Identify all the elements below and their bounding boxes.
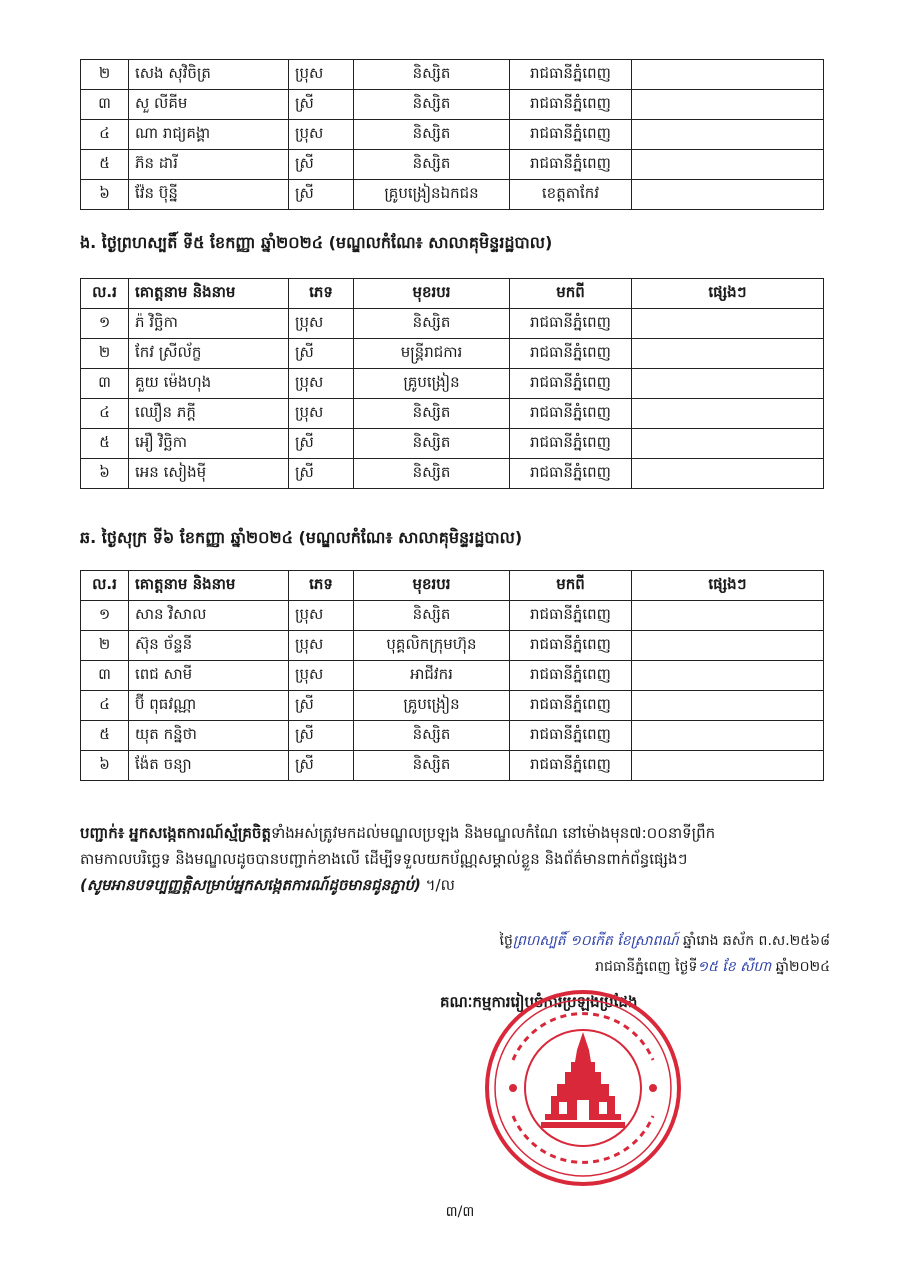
row-number: ២ bbox=[81, 339, 129, 369]
table-body bbox=[81, 309, 824, 489]
row-number: ៣ bbox=[81, 369, 129, 399]
row-number: ៥ bbox=[81, 150, 129, 180]
row-from: រាជធានីភ្នំពេញ bbox=[510, 691, 632, 721]
row-other bbox=[632, 751, 824, 781]
row-sex: ប្រុស bbox=[289, 60, 354, 90]
row-number: ៤ bbox=[81, 691, 129, 721]
row-name: យុត កន្និថា bbox=[129, 721, 289, 751]
row-occupation: និស្សិត bbox=[354, 429, 510, 459]
note-line-3 bbox=[80, 872, 825, 898]
row-number: ១ bbox=[81, 309, 129, 339]
header-occupation: មុខរបរ bbox=[354, 571, 510, 601]
row-occupation: គ្រូបង្រៀន bbox=[354, 691, 510, 721]
table-row bbox=[81, 691, 824, 721]
row-sex: ស្រី bbox=[289, 721, 354, 751]
row-from: រាជធានីភ្នំពេញ bbox=[510, 721, 632, 751]
row-name: កែវ ស្រីល័ក្ខ bbox=[129, 339, 289, 369]
lunar-date-suffix: ឆ្នាំរោង ឆស័ក ព.ស.២៥៦៨ bbox=[683, 933, 830, 949]
row-name: វ៉ែន ប៊ុន្នី bbox=[129, 180, 289, 210]
header-from: មកពី bbox=[510, 571, 632, 601]
row-from: រាជធានីភ្នំពេញ bbox=[510, 429, 632, 459]
row-name: គួយ ម៉េងហុង bbox=[129, 369, 289, 399]
table-row bbox=[81, 751, 824, 781]
row-occupation: និស្សិត bbox=[354, 459, 510, 489]
row-number: ៦ bbox=[81, 180, 129, 210]
header-name: គោត្តនាម និងនាម bbox=[129, 571, 289, 601]
row-number: ១ bbox=[81, 601, 129, 631]
row-number: ៣ bbox=[81, 90, 129, 120]
header-sex: ភេទ bbox=[289, 279, 354, 309]
row-other bbox=[632, 339, 824, 369]
row-from: ខេត្តតាកែវ bbox=[510, 180, 632, 210]
row-occupation: និស្សិត bbox=[354, 90, 510, 120]
row-occupation: និស្សិត bbox=[354, 60, 510, 90]
note-line-2: តាមកាលបរិច្ឆេទ និងមណ្ឌលដូចបានបញ្ជាក់ខាងលើ ដើម្បីទទួលយកប័ណ្ណសម្គាល់ខ្លួន និងព័ត៌មានពាក់ព័ន្ធផ្សេងៗ bbox=[80, 850, 688, 868]
row-sex: ប្រុស bbox=[289, 120, 354, 150]
page-number: ៣/៣ bbox=[445, 1204, 475, 1220]
table-row bbox=[81, 120, 824, 150]
row-number: ២ bbox=[81, 60, 129, 90]
row-from: រាជធានីភ្នំពេញ bbox=[510, 661, 632, 691]
row-other bbox=[632, 120, 824, 150]
row-from: រាជធានីភ្នំពេញ bbox=[510, 369, 632, 399]
row-name: ង៉ែត ចន្យា bbox=[129, 751, 289, 781]
row-occupation: និស្សិត bbox=[354, 309, 510, 339]
row-name: សាន វិសាល bbox=[129, 601, 289, 631]
row-name: ភ៊ន ដារី bbox=[129, 150, 289, 180]
row-occupation: មន្ត្រីរាជការ bbox=[354, 339, 510, 369]
row-name: ភ៉ វិច្ឆិកា bbox=[129, 309, 289, 339]
row-occupation: និស្សិត bbox=[354, 120, 510, 150]
row-occupation: អាជីវករ bbox=[354, 661, 510, 691]
header-sex: ភេទ bbox=[289, 571, 354, 601]
row-from: រាជធានីភ្នំពេញ bbox=[510, 399, 632, 429]
note-label: បញ្ជាក់៖ bbox=[80, 824, 125, 842]
header-from: មកពី bbox=[510, 279, 632, 309]
table-row bbox=[81, 90, 824, 120]
lunar-date bbox=[350, 928, 830, 954]
header-no: ល.រ bbox=[81, 571, 129, 601]
row-sex: ប្រុស bbox=[289, 399, 354, 429]
row-number: ៦ bbox=[81, 751, 129, 781]
row-occupation: និស្សិត bbox=[354, 150, 510, 180]
row-other bbox=[632, 459, 824, 489]
row-other bbox=[632, 691, 824, 721]
lunar-date-prefix: ថ្ងៃ bbox=[499, 933, 513, 949]
solar-date-suffix: ឆ្នាំ២០២៤ bbox=[775, 959, 830, 975]
table-row bbox=[81, 150, 824, 180]
row-sex: ប្រុស bbox=[289, 631, 354, 661]
row-sex: ប្រុស bbox=[289, 601, 354, 631]
table-row bbox=[81, 399, 824, 429]
row-number: ៣ bbox=[81, 661, 129, 691]
row-other bbox=[632, 601, 824, 631]
row-name: ប៊ី ពុធវណ្ណា bbox=[129, 691, 289, 721]
row-occupation: និស្សិត bbox=[354, 721, 510, 751]
table-row bbox=[81, 180, 824, 210]
row-name: ឈឿន ភក្តី bbox=[129, 399, 289, 429]
note-reference: (សូមអានបទប្បញ្ញត្តិសម្រាប់អ្នកសង្កេតការណ៍ដូចមានជូនភ្ជាប់) bbox=[80, 876, 421, 894]
table-row bbox=[81, 429, 824, 459]
row-sex: ស្រី bbox=[289, 90, 354, 120]
participants-table-f bbox=[80, 570, 824, 781]
row-name: ពេជ សាមី bbox=[129, 661, 289, 691]
committee-signature-title: គណៈកម្មការរៀបចំការប្រឡងប្រជែង bbox=[440, 993, 638, 1011]
row-number: ៦ bbox=[81, 459, 129, 489]
row-other bbox=[632, 721, 824, 751]
row-from: រាជធានីភ្នំពេញ bbox=[510, 150, 632, 180]
table-row bbox=[81, 721, 824, 751]
row-from: រាជធានីភ្នំពេញ bbox=[510, 459, 632, 489]
note-line-1-text: ទាំងអស់ត្រូវមកដល់មណ្ឌលប្រឡង និងមណ្ឌលកំណែ នៅម៉ោងមុន៧:០០នាទីព្រឹក bbox=[270, 824, 716, 842]
row-occupation: និស្សិត bbox=[354, 399, 510, 429]
solar-date-prefix: រាជធានីភ្នំពេញ ថ្ងៃទី bbox=[595, 959, 698, 975]
row-sex: ស្រី bbox=[289, 691, 354, 721]
row-number: ៤ bbox=[81, 120, 129, 150]
row-name: ស៊ុន ច័ន្ទនី bbox=[129, 631, 289, 661]
row-number: ៤ bbox=[81, 399, 129, 429]
row-occupation: និស្សិត bbox=[354, 601, 510, 631]
row-other bbox=[632, 369, 824, 399]
row-sex: ស្រី bbox=[289, 459, 354, 489]
table-row bbox=[81, 631, 824, 661]
row-occupation: គ្រូបង្រៀន bbox=[354, 369, 510, 399]
row-from: រាជធានីភ្នំពេញ bbox=[510, 60, 632, 90]
header-no: ល.រ bbox=[81, 279, 129, 309]
table-header-row bbox=[81, 571, 824, 601]
row-name: អឿ វិច្ឆិកា bbox=[129, 429, 289, 459]
temple-seal-icon bbox=[483, 988, 683, 1188]
row-sex: ប្រុស bbox=[289, 661, 354, 691]
row-other bbox=[632, 180, 824, 210]
header-other: ផ្សេងៗ bbox=[632, 279, 824, 309]
table-row bbox=[81, 309, 824, 339]
table-row bbox=[81, 459, 824, 489]
row-sex: ប្រុស bbox=[289, 309, 354, 339]
row-sex: ស្រី bbox=[289, 180, 354, 210]
table-row bbox=[81, 601, 824, 631]
lunar-date-handwritten: ព្រហស្បតិ៍ ១០កើត ខែស្រាពណ៍ bbox=[512, 933, 679, 949]
row-sex: ស្រី bbox=[289, 339, 354, 369]
row-name: អេន សៀងមុី bbox=[129, 459, 289, 489]
row-other bbox=[632, 429, 824, 459]
row-occupation: និស្សិត bbox=[354, 751, 510, 781]
row-from: រាជធានីភ្នំពេញ bbox=[510, 631, 632, 661]
row-other bbox=[632, 309, 824, 339]
row-sex: ស្រី bbox=[289, 150, 354, 180]
table-row bbox=[81, 60, 824, 90]
row-number: ៥ bbox=[81, 721, 129, 751]
table-row bbox=[81, 369, 824, 399]
note-subject: អ្នកសង្កេតការណ៍ស្ម័គ្រចិត្ត bbox=[129, 824, 271, 842]
note-line-1 bbox=[80, 820, 825, 846]
section-title-e: ង. ថ្ងៃព្រហស្បតិ៍ ទី៥ ខែកញ្ញា ឆ្នាំ២០២៤ (មណ្ឌលកំណែ៖ សាលាគុមិន្ទរដ្ឋបាល) bbox=[80, 233, 553, 252]
row-name: សួ លីគីម bbox=[129, 90, 289, 120]
row-from: រាជធានីភ្នំពេញ bbox=[510, 90, 632, 120]
table-row bbox=[81, 339, 824, 369]
participants-table-e bbox=[80, 278, 824, 489]
table-body bbox=[81, 601, 824, 781]
row-other bbox=[632, 150, 824, 180]
row-other bbox=[632, 60, 824, 90]
table-header-row bbox=[81, 279, 824, 309]
note-paragraph bbox=[80, 820, 825, 898]
section-title-f: ឆ. ថ្ងៃសុក្រ ទី៦ ខែកញ្ញា ឆ្នាំ២០២៤ (មណ្ឌលកំណែ៖ សាលាគុមិន្ទរដ្ឋបាល) bbox=[80, 528, 523, 547]
row-from: រាជធានីភ្នំពេញ bbox=[510, 339, 632, 369]
row-number: ៥ bbox=[81, 429, 129, 459]
row-other bbox=[632, 631, 824, 661]
header-name: គោត្តនាម និងនាម bbox=[129, 279, 289, 309]
note-end: ។/ល bbox=[425, 876, 455, 894]
row-sex: ស្រី bbox=[289, 429, 354, 459]
row-other bbox=[632, 661, 824, 691]
row-from: រាជធានីភ្នំពេញ bbox=[510, 309, 632, 339]
row-occupation: បុគ្គលិកក្រុមហ៊ុន bbox=[354, 631, 510, 661]
header-occupation: មុខរបរ bbox=[354, 279, 510, 309]
date-block bbox=[350, 928, 830, 980]
row-sex: ប្រុស bbox=[289, 369, 354, 399]
table-row bbox=[81, 661, 824, 691]
row-occupation: គ្រូបង្រៀនឯកជន bbox=[354, 180, 510, 210]
row-name: សេង សុវិចិត្រ bbox=[129, 60, 289, 90]
header-other: ផ្សេងៗ bbox=[632, 571, 824, 601]
row-sex: ស្រី bbox=[289, 751, 354, 781]
row-other bbox=[632, 90, 824, 120]
solar-date bbox=[350, 954, 830, 980]
row-from: រាជធានីភ្នំពេញ bbox=[510, 751, 632, 781]
row-from: រាជធានីភ្នំពេញ bbox=[510, 601, 632, 631]
row-other bbox=[632, 399, 824, 429]
row-number: ២ bbox=[81, 631, 129, 661]
row-from: រាជធានីភ្នំពេញ bbox=[510, 120, 632, 150]
solar-date-handwritten: ១៥ ខែ សីហា bbox=[697, 959, 772, 975]
table-body bbox=[81, 60, 824, 210]
row-name: ណា រាជ្យគង្គា bbox=[129, 120, 289, 150]
participants-table-top bbox=[80, 59, 824, 210]
